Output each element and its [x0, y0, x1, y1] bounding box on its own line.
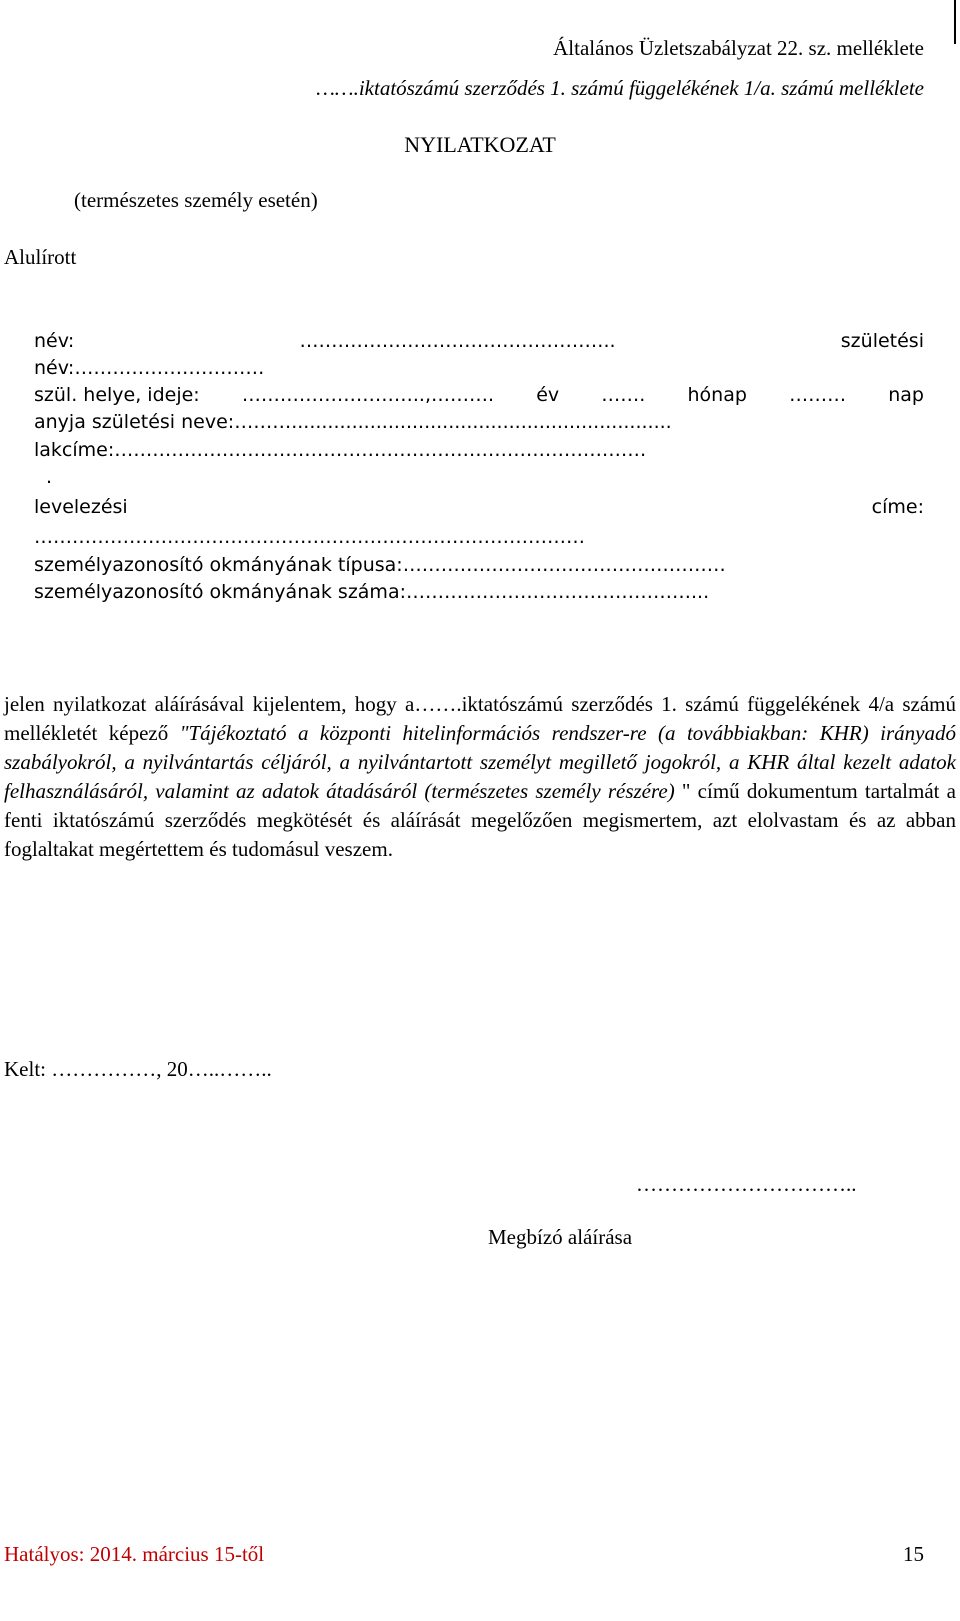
year-dots: ……. — [601, 384, 646, 406]
address-line-cont: . — [46, 466, 53, 488]
signature-label: Megbízó aláírása — [488, 1225, 633, 1249]
date-line: Kelt: ……………, 20…..…….. — [4, 1057, 272, 1081]
year-label: év — [536, 384, 560, 406]
id-doc-number-line: személyazonosító okmányának száma:………………………………………... — [34, 581, 710, 603]
birth-label: születési — [840, 330, 924, 352]
name-row — [34, 329, 924, 353]
page-title: NYILATKOZAT — [404, 132, 556, 157]
mother-name-line: anyja születési neve:………............................................................... — [34, 411, 672, 433]
birth-name-line: név:………………………… — [34, 357, 265, 379]
month-dots: ……… — [789, 384, 847, 406]
margin-bar — [954, 0, 956, 44]
birth-place-label: szül. helye, ideje: — [34, 384, 200, 406]
id-doc-type-line: személyazonosító okmányának típusa:…………………………………………… — [34, 554, 726, 576]
mail-address-dots: …………………………………………………………………………… — [34, 526, 585, 548]
birth-place-row — [34, 383, 924, 407]
page-number: 15 — [903, 1542, 924, 1566]
address-line: lakcíme:………………………………………………………………………… — [34, 439, 647, 461]
mail-address-label: levelezési — [34, 496, 128, 518]
subtitle: (természetes személy esetén) — [74, 188, 318, 212]
day-label: nap — [888, 384, 924, 406]
statement-italic-title: "Tájékoztató a központi hitelinformációs rendszer-re (a továbbiakban: KHR) irányadó szabályokról, a nyilvántartás céljáról, a nyilvántartott személyt megillető jogokról, a KHR által kezelt adatok felhasználásáról, valamint az adatok átadásáról (természetes személy részére) — [4, 721, 956, 803]
statement-text-1: jelen nyilatkozat aláírásával kijelentem, hogy a…….iktatószámú szerződés 1. számú függelékének 4/a számú mellékletét képező — [4, 692, 956, 745]
header-line-2: …….iktatószámú szerződés 1. számú függelékének 1/a. számú melléklete — [316, 76, 924, 100]
statement-text-2: " című dokumentum tartalmát a fenti iktatószámú szerződés megkötését és aláírását megelőzően megismertem, azt elolvastam és az abban foglaltakat megértettem és tudomásul veszem. — [4, 779, 956, 861]
month-label: hónap — [687, 384, 747, 406]
header-line-1: Általános Üzletszabályzat 22. sz. melléklete — [553, 36, 924, 60]
footer-effective-date: Hatályos: 2014. március 15-től — [4, 1542, 265, 1566]
intro-text: Alulírott — [4, 245, 77, 269]
name-dots: ………………………………………….. — [299, 330, 616, 352]
name-label: név: — [34, 330, 75, 352]
signature-dots: ………………………….. — [636, 1172, 857, 1196]
birth-place-dots: ………………………..,………. — [241, 384, 495, 406]
mail-address-row — [34, 495, 924, 519]
statement-paragraph — [4, 690, 956, 864]
mail-address-label-2: címe: — [871, 496, 924, 518]
